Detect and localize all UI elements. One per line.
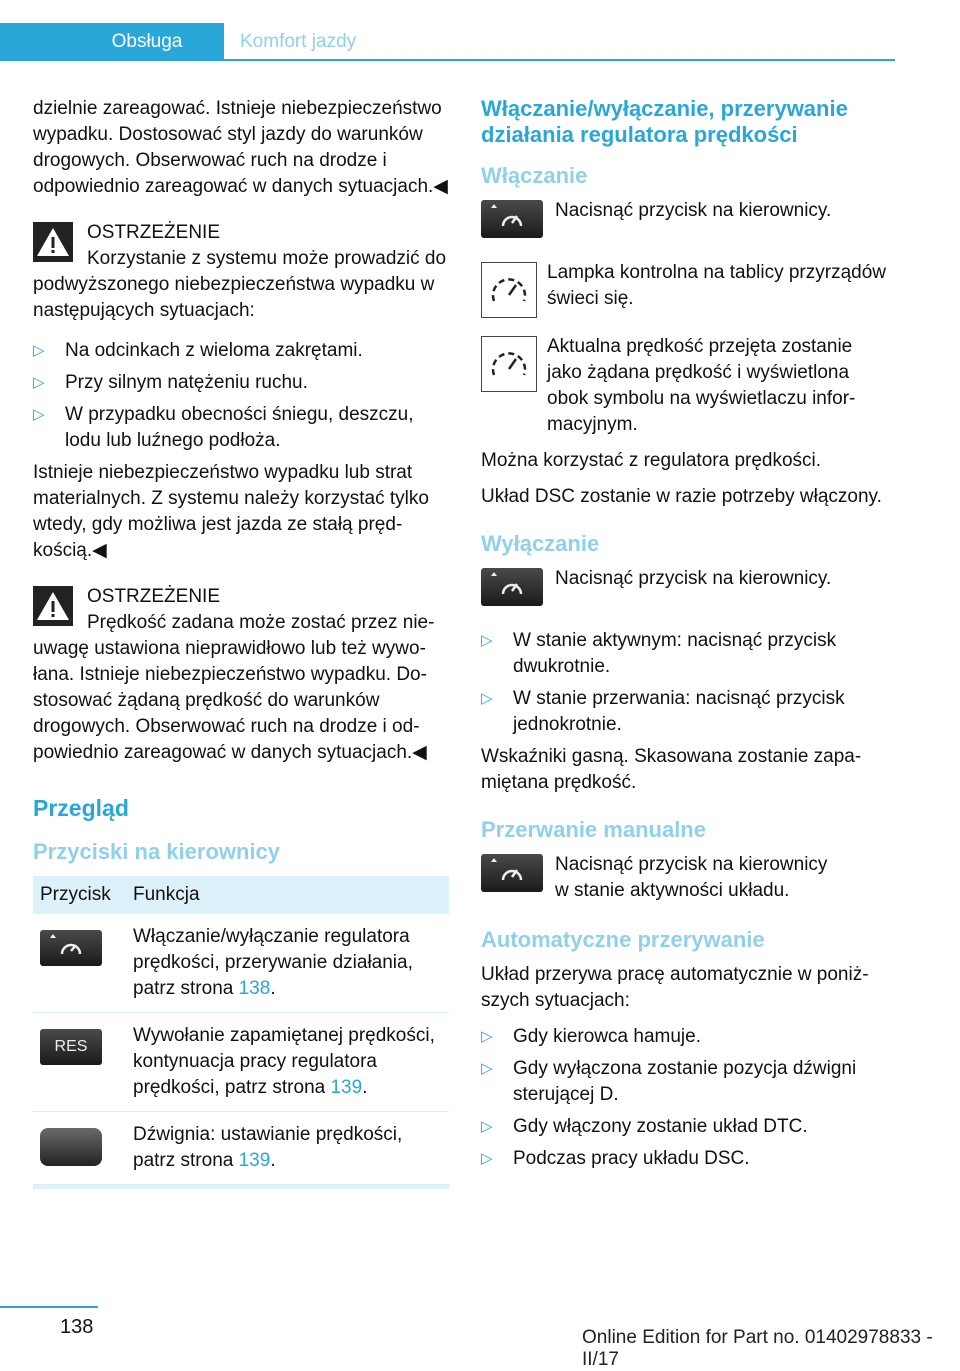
bullet-triangle-icon: ▷ (481, 1150, 493, 1167)
list-item: ▷ Na odcinkach z wieloma zakrętami. (33, 338, 449, 364)
speedometer-lamp-icon (481, 336, 537, 392)
section-heading-on-off: Włączanie/wyłączanie, przerywanie działania regulatora prędkości (481, 96, 848, 147)
page-link-139[interactable]: 139 (238, 1150, 271, 1171)
table-cell-function (133, 924, 449, 1002)
table-header (33, 876, 449, 914)
paragraph: Istnieje niebezpieczeństwo wypadku lub strat materialnych. Z systemu należy korzystać tylko wtedy, gdy możliwa jest jazda ze stałą prędkością.◀ (33, 462, 429, 561)
warning-block (33, 584, 449, 766)
cruise-control-button-icon (481, 568, 543, 606)
subsection-heading-manual: Przerwanie manualne (481, 817, 706, 842)
table-footer-bar (33, 1185, 449, 1189)
instruction-row (481, 260, 886, 320)
function-text: Włączanie/wyłączanie regulatora prędkości, przerywanie działania, patrz strona (133, 926, 413, 999)
cruise-symbol-icon (481, 854, 543, 892)
instruction-text: Lampka kontrolna na tablicy przyrządów świeci się. (547, 262, 887, 309)
cruise-control-button-icon (40, 930, 102, 966)
cruise-symbol-icon (481, 200, 543, 238)
list-item: ▷ Gdy kierowca hamuje. (481, 1024, 886, 1050)
instruction-text: Nacisnąć przycisk na kierownicy. (555, 200, 832, 221)
bullet-triangle-icon: ▷ (481, 1028, 493, 1045)
instruction-row (481, 198, 886, 246)
column-header-function: Funkcja (133, 884, 200, 905)
res-button-icon: RES (40, 1029, 102, 1065)
warning-triangle-icon (33, 222, 73, 262)
buttons-table (33, 876, 449, 1189)
bullet-triangle-icon: ▷ (33, 406, 45, 423)
page-link-138[interactable]: 138 (238, 978, 271, 999)
bullet-triangle-icon: ▷ (481, 632, 493, 649)
cruise-control-button-icon (481, 200, 543, 238)
speedometer-symbol-icon (482, 263, 536, 317)
list-item: ▷ Gdy wyłączona zostanie pozycja dźwigni sterującej D. (481, 1058, 857, 1105)
paragraph: Wskaźniki gasną. Skasowana zostanie zapamiętana prędkość. (481, 746, 862, 793)
instruction-text: Aktualna prędkość przejęta zostanie jako żądana prędkość i wyświetlona obok symbolu na wyświetlaczu informacyjnym. (547, 336, 856, 435)
function-text-end: . (270, 1150, 276, 1171)
column-header-button: Przycisk (40, 884, 111, 905)
warning-text: Korzystanie z systemu może prowadzić do podwyższonego niebezpieczeństwa wypadku w następujących sytuacjach: (33, 248, 447, 321)
header-tab-komfort[interactable]: Komfort jazdy (240, 31, 357, 52)
list-item: ▷ Przy silnym natężeniu ruchu. (33, 370, 449, 396)
warning-block (33, 220, 449, 324)
instruction-text: Nacisnąć przycisk na kierownicy. (555, 568, 832, 589)
list-item: ▷ W stanie aktywnym: nacisnąć przycisk dwukrotnie. (481, 630, 837, 677)
table-cell-icon (33, 924, 133, 1002)
speedometer-symbol-icon (482, 337, 536, 391)
speedometer-lamp-icon (481, 262, 537, 318)
paragraph: Układ DSC zostanie w razie potrzeby włączony. (481, 486, 882, 507)
list-item: ▷ W stanie przerwania: nacisnąć przycisk jednokrotnie. (481, 688, 845, 735)
table-cell-function (133, 1122, 449, 1174)
table-row (33, 914, 449, 1013)
warning-title: OSTRZEŻENIE (87, 586, 221, 607)
header-divider (224, 59, 895, 61)
cruise-control-button-icon (481, 854, 543, 892)
function-text-end: . (362, 1077, 368, 1098)
header-tab-label: Obsługa (111, 31, 183, 52)
page-number: 138 (60, 1316, 94, 1338)
header-tab-obsluga[interactable] (0, 23, 224, 61)
warning-text: Prędkość zadana może zostać przez nieuwagę ustawiona nieprawidłowo lub też wywołana. Istnieje niebezpieczeństwo wypadku. Dostosować żądaną prędkość do warunków drogowych. Obserwować ruch na drodze i odpowiednio zareagować w danych sytuacjach.◀ (33, 612, 435, 763)
subsection-heading-off: Wyłączanie (481, 531, 600, 556)
bullet-list (481, 628, 886, 738)
table-cell-icon (33, 1122, 133, 1174)
bullet-triangle-icon: ▷ (33, 374, 45, 391)
bullet-list (481, 1024, 886, 1172)
table-cell-function (133, 1023, 449, 1101)
subsection-heading-auto: Automatyczne przerywanie (481, 927, 765, 952)
subsection-heading-on: Włączanie (481, 163, 588, 188)
bullet-triangle-icon: ▷ (481, 1060, 493, 1077)
function-text: Wywołanie zapamiętanej prędkości, kontynuacja pracy regulatora prędkości, patrz strona (133, 1025, 435, 1098)
instruction-row (481, 852, 886, 904)
lever-icon (40, 1128, 102, 1166)
subsection-heading-buttons: Przyciski na kierownicy (33, 839, 281, 864)
function-text-end: . (270, 978, 276, 999)
warning-title: OSTRZEŻENIE (87, 222, 221, 243)
table-row (33, 1013, 449, 1112)
bullet-triangle-icon: ▷ (33, 342, 45, 359)
warning-triangle-icon (33, 586, 73, 626)
cruise-symbol-icon (40, 930, 102, 966)
list-item: ▷ Gdy włączony zostanie układ DTC. (481, 1114, 886, 1140)
paragraph: Można korzystać z regulatora prędkości. (481, 450, 822, 471)
cruise-symbol-icon (481, 568, 543, 606)
table-cell-icon (33, 1023, 133, 1101)
edition-note: Online Edition for Part no. 01402978833 - II/17 (582, 1327, 933, 1370)
instruction-text: Nacisnąć przycisk na kierownicy w stanie aktywności układu. (555, 854, 828, 901)
bullet-list (33, 338, 449, 454)
section-heading-overview: Przegląd (33, 795, 129, 821)
paragraph: dzielnie zareagować. Istnieje niebezpieczeństwo wypadku. Dostosować styl jazdy do warunków drogowych. Obserwować ruch na drodze i odpowiednio zareagować w danych sytuacjach.◀ (33, 98, 448, 197)
bullet-triangle-icon: ▷ (481, 1118, 493, 1135)
page-link-139[interactable]: 139 (330, 1077, 363, 1098)
footer-divider (0, 1306, 98, 1308)
list-item: ▷ W przypadku obecności śniegu, deszczu, lodu lub luźnego podłoża. (33, 404, 414, 451)
function-text: Dźwignia: ustawianie prędkości, patrz strona (133, 1124, 403, 1171)
instruction-row (481, 566, 886, 614)
instruction-row (481, 334, 886, 438)
list-item: ▷ Podczas pracy układu DSC. (481, 1146, 886, 1172)
right-column (481, 96, 886, 1178)
table-row (33, 1112, 449, 1185)
bullet-triangle-icon: ▷ (481, 690, 493, 707)
left-column (33, 96, 449, 1189)
paragraph: Układ przerywa pracę automatycznie w poniższych sytuacjach: (481, 964, 869, 1011)
